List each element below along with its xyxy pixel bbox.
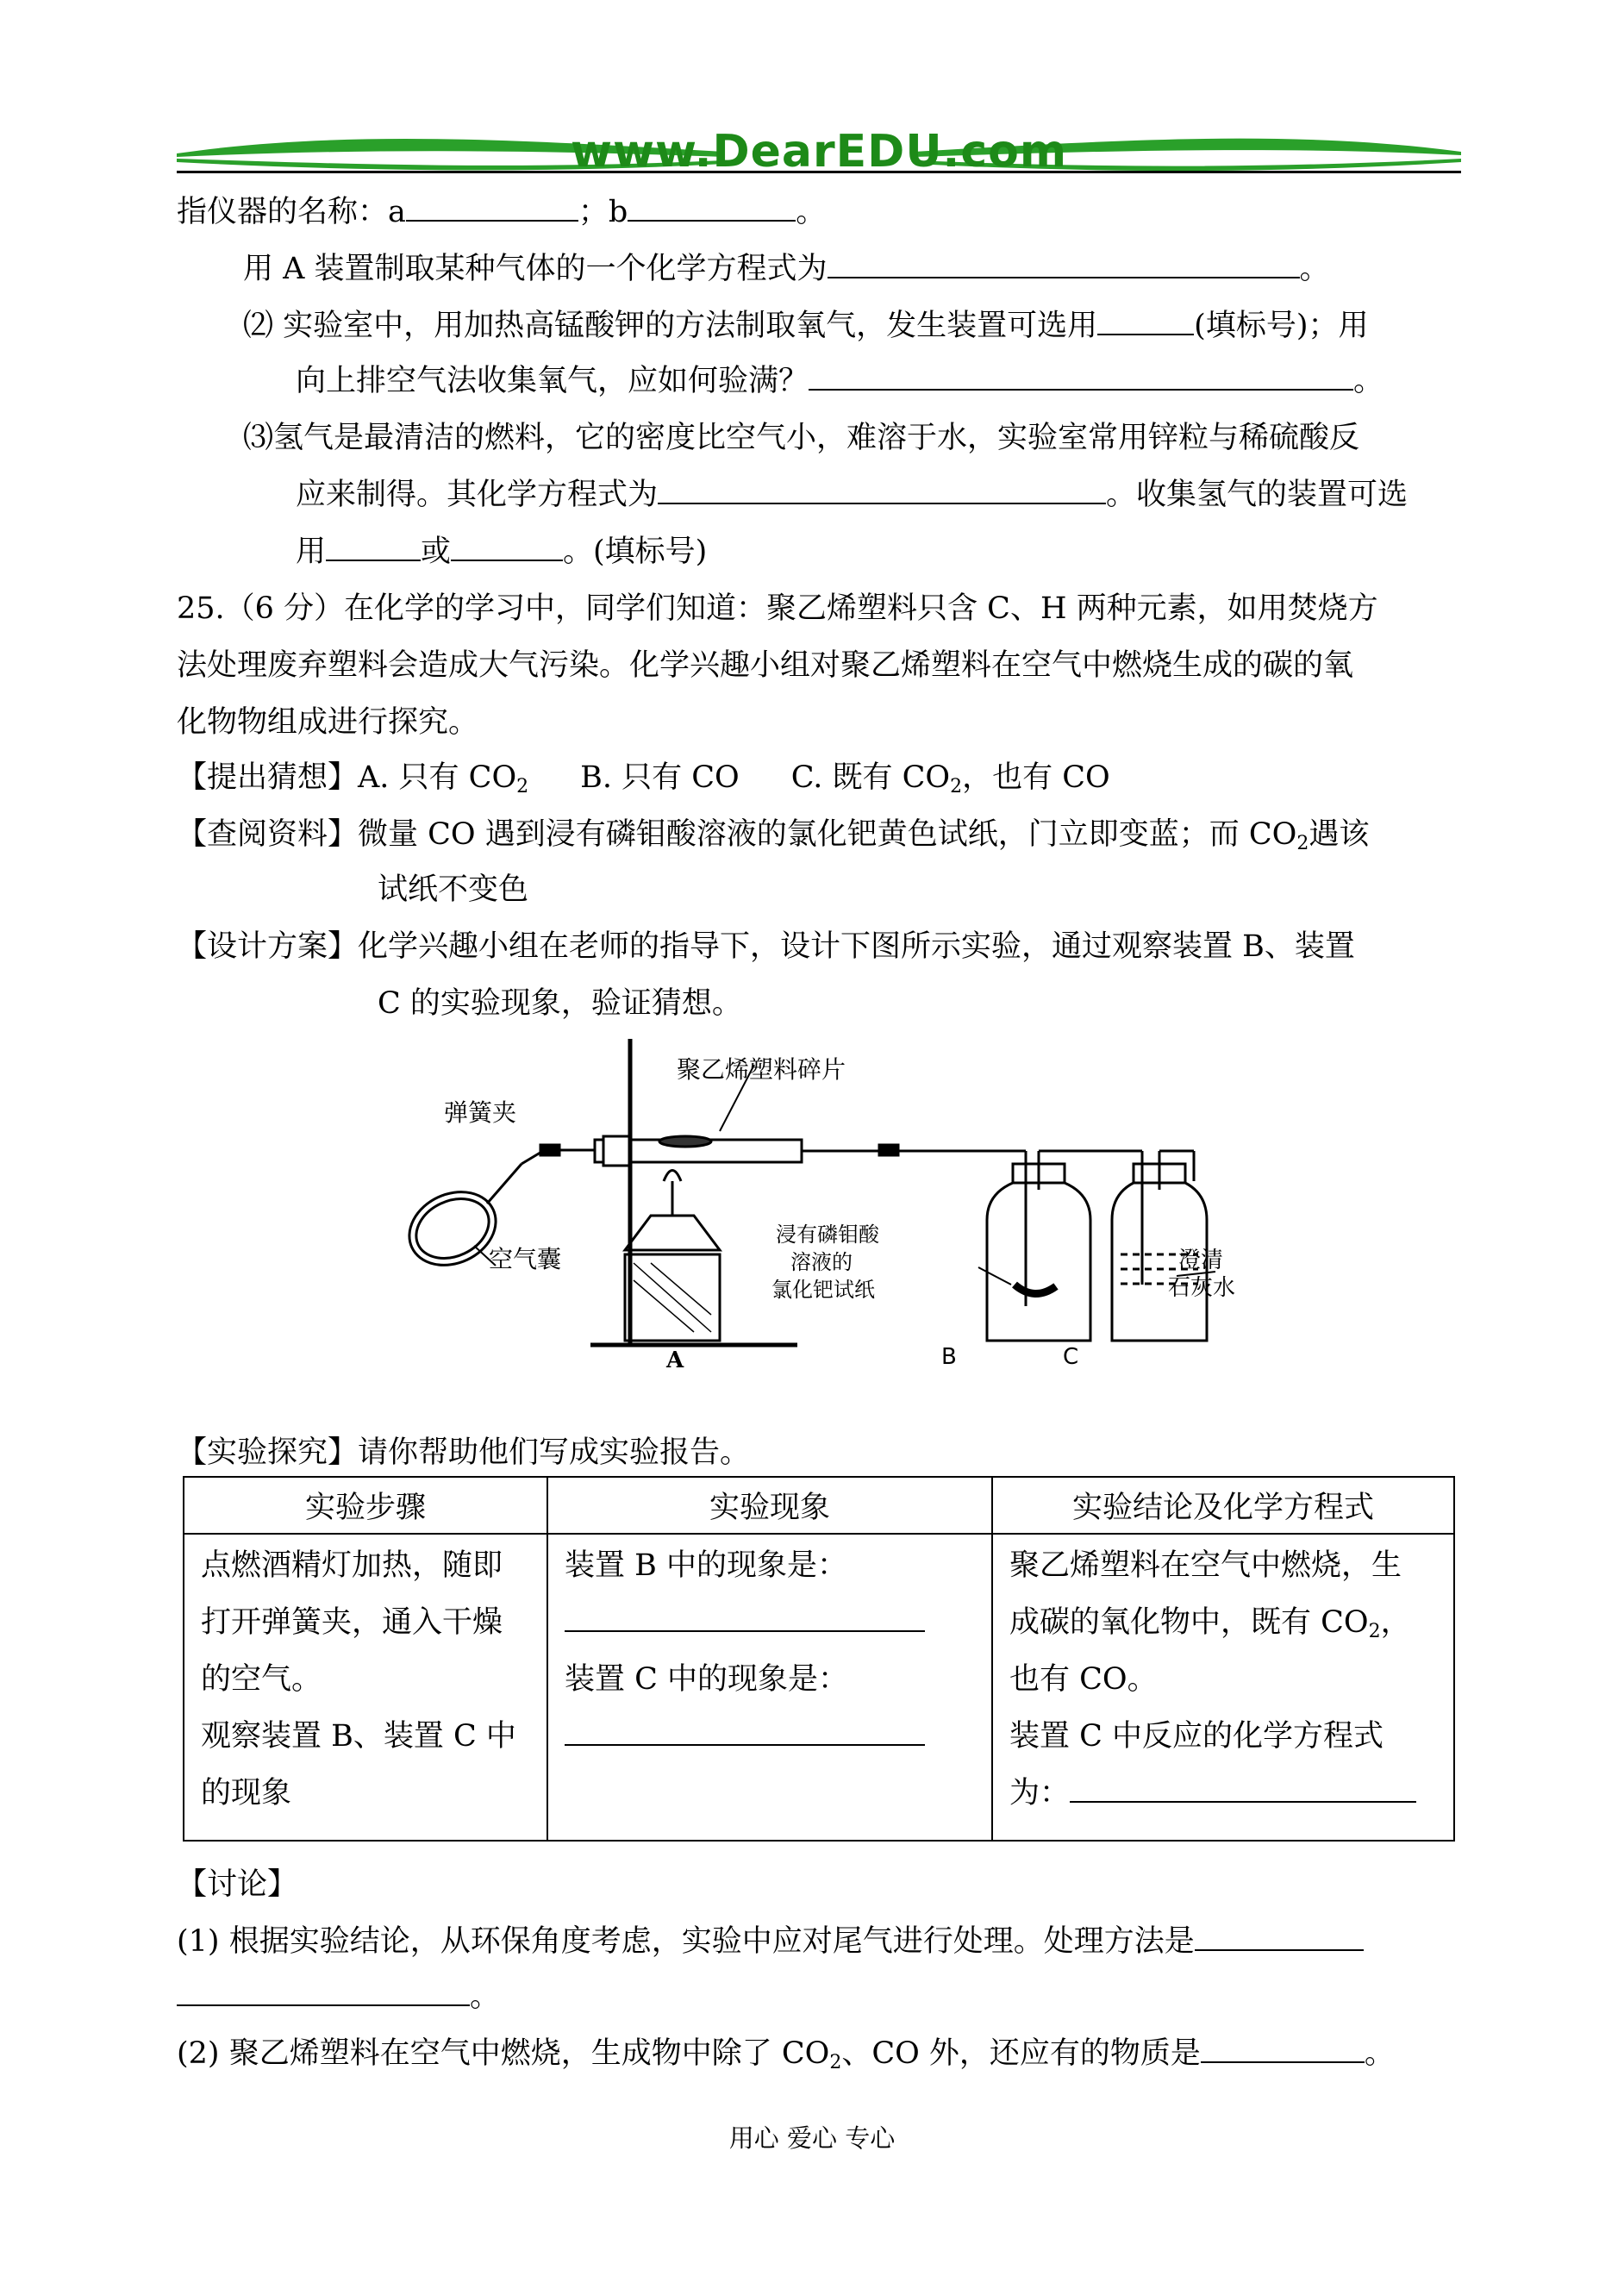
answer-blank-device-b[interactable]	[565, 1604, 925, 1632]
q24-p3-line3: 用 或 。(填标号)	[296, 535, 708, 569]
q24-instrument-b-label: ；b	[578, 195, 628, 229]
q25-intro-line3: 化物物组成进行探究。	[177, 705, 479, 740]
q25-intro-line1: 25.（6 分）在化学的学习中，同学们知道：聚乙烯塑料只含 C、H 两种元素，如用焚烧方	[177, 591, 1378, 626]
label-device-c: C	[1063, 1344, 1079, 1370]
q25-reference-line2: 试纸不变色	[378, 872, 529, 907]
answer-blank-b[interactable]	[628, 194, 796, 222]
discussion-2-line: (2) 聚乙烯塑料在空气中燃烧，生成物中除了 $CO_2$、CO 外，还应有的物质是 。	[177, 2036, 1395, 2073]
answer-blank-c-equation[interactable]	[1070, 1775, 1416, 1803]
answer-blank-hydrogen-equation[interactable]	[658, 477, 1106, 504]
discussion-1-line1: (1) 根据实验结论，从环保角度考虑，实验中应对尾气进行处理。处理方法是	[177, 1923, 1364, 1960]
apparatus-diagram	[392, 1035, 1254, 1379]
table-header-steps: 实验步骤	[184, 1477, 547, 1534]
alcohol-lamp-shape	[625, 1216, 720, 1250]
answer-blank-collect-1[interactable]	[326, 534, 421, 561]
label-lime-1: 澄清	[1178, 1248, 1224, 1273]
table-cell-steps: 点燃酒精灯加热，随即 打开弹簧夹，通入干燥 的空气。 观察装置 B、装置 C 中 的现象	[184, 1534, 547, 1841]
discussion-1-line2: 。	[177, 1978, 500, 2016]
label-paper-1: 浸有磷钼酸	[776, 1223, 879, 1247]
discussion-heading: 【讨论】	[177, 1867, 298, 1902]
q25-intro-line2: 法处理废弃塑料会造成大气污染。化学兴趣小组对聚乙烯塑料在空气中燃烧生成的碳的氧	[177, 648, 1354, 683]
table-cell-phenomena: 装置 B 中的现象是： 装置 C 中的现象是：	[547, 1534, 992, 1841]
table-header-conclusion: 实验结论及化学方程式	[992, 1477, 1454, 1534]
label-bag: 空气囊	[489, 1245, 562, 1273]
q25-reference-line1: 【查阅资料】微量 CO 遇到浸有磷钼酸溶液的氯化钯黄色试纸，门立即变蓝；而 $CO_2$遇该	[177, 817, 1370, 854]
q24-p2-line2: 向上排空气法收集氧气，应如何验满？ 。	[296, 364, 1384, 398]
label-plastic: 聚乙烯塑料碎片	[677, 1055, 846, 1084]
q24-p3-line1: ⑶氢气是最清洁的燃料，它的密度比空气小，难溶于水，实验室常用锌粒与稀硫酸反	[243, 421, 1360, 455]
q24-p3-line2: 应来制得。其化学方程式为 。收集氢气的装置可选	[296, 478, 1409, 512]
q24-p2-line1: ⑵ 实验室中，用加热高锰酸钾的方法制取氧气，发生装置可选用 (填标号)；用	[243, 309, 1369, 343]
q25-explore-line: 【实验探究】请你帮助他们写成实验报告。	[177, 1435, 751, 1470]
q25-hypothesis: 【提出猜想】A. 只有 $CO_2$ B. 只有 CO C. 既有 $CO_2$，也有 CO	[177, 760, 1110, 797]
bottle-b-shape	[987, 1183, 1090, 1341]
label-clip: 弹簧夹	[444, 1098, 517, 1127]
answer-blank-treatment-1[interactable]	[1195, 1923, 1364, 1951]
table-cell-conclusion: 聚乙烯塑料在空气中燃烧，生 成碳的氧化物中，既有 $CO_2$， 也有 CO。 装置 C 中反应的化学方程式 为：	[992, 1534, 1454, 1841]
table-header-phenomena: 实验现象	[547, 1477, 992, 1534]
q25-design-line2: C 的实验现象，验证猜想。	[378, 986, 742, 1021]
spring-clip-shape	[540, 1145, 559, 1155]
q25-design-line1: 【设计方案】化学兴趣小组在老师的指导下，设计下图所示实验，通过观察装置 B、装置	[177, 929, 1355, 964]
answer-blank-treatment-2[interactable]	[177, 1979, 470, 2006]
answer-blank-oxygen-check[interactable]	[809, 363, 1353, 391]
label-lime-2: 石灰水	[1168, 1275, 1236, 1301]
label-device-a: A	[666, 1348, 684, 1373]
answer-blank-device-c[interactable]	[565, 1718, 925, 1746]
answer-blank-other-product[interactable]	[1201, 2035, 1365, 2063]
q24-instrument-a-label: 指仪器的名称：a	[177, 195, 406, 229]
answer-blank-oxygen-device[interactable]	[1097, 308, 1194, 335]
experiment-report-table	[183, 1476, 1455, 1842]
label-paper-3: 氯化钯试纸	[771, 1278, 875, 1302]
table-header-row	[184, 1477, 1454, 1534]
answer-blank-collect-2[interactable]	[451, 534, 563, 561]
header-rule	[177, 171, 1461, 173]
site-logo-text: www.DearEDU.com	[570, 126, 1068, 178]
label-device-b: B	[941, 1344, 957, 1370]
page-footer: 用心 爱心 专心	[728, 2123, 896, 2153]
answer-blank-a[interactable]	[406, 194, 578, 222]
table-row	[184, 1534, 1454, 1841]
q24-line2: 用 A 装置制取某种气体的一个化学方程式为 。	[243, 252, 1330, 286]
q24-line1: 指仪器的名称：a ；b 。	[177, 195, 827, 229]
label-paper-2: 溶液的	[790, 1250, 853, 1274]
answer-blank-equation-a[interactable]	[828, 251, 1300, 278]
